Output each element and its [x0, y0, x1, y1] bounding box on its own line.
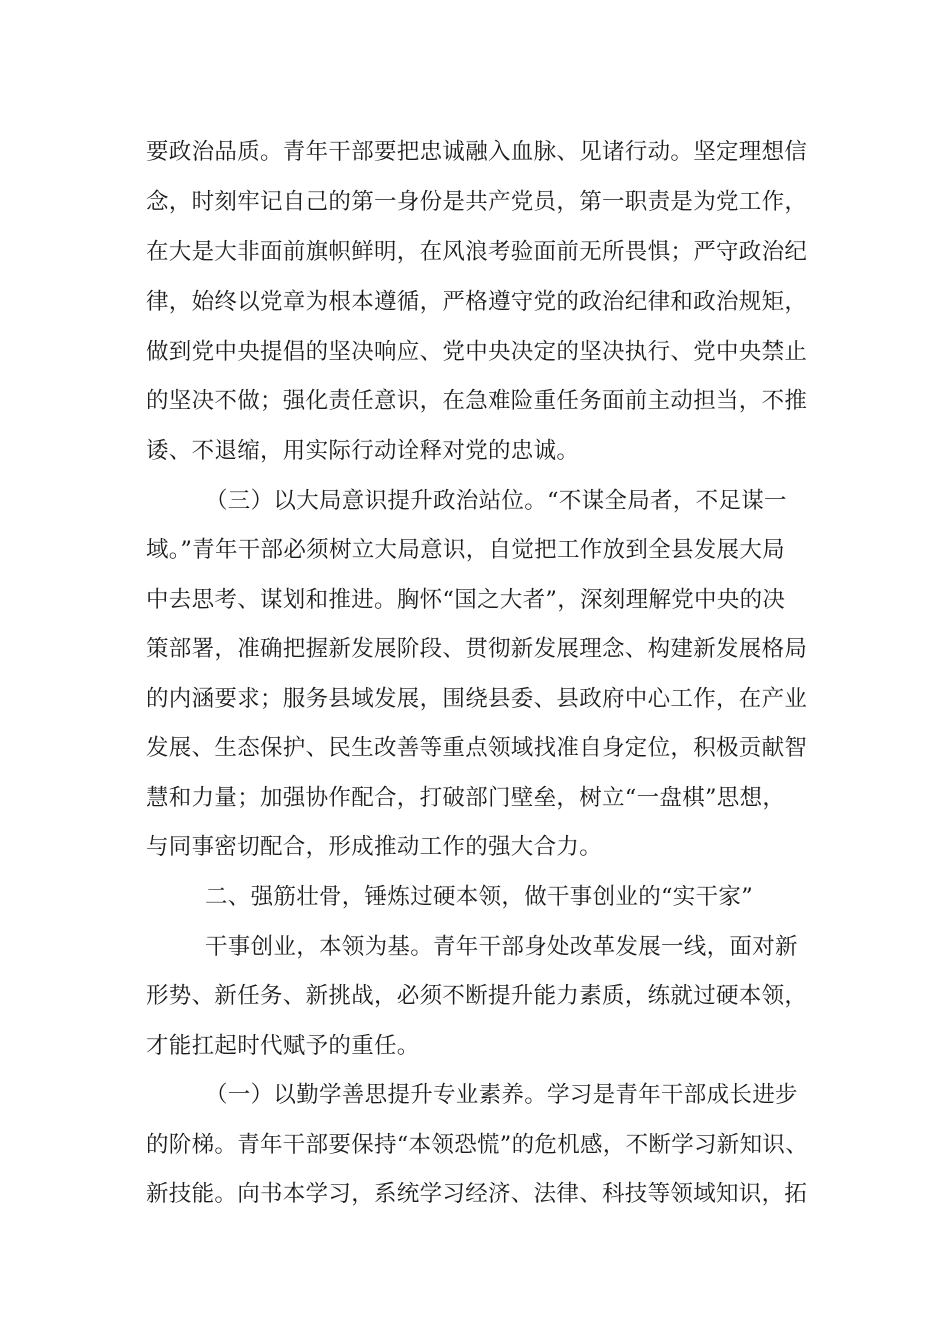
body-text-line: 的坚决不做；强化责任意识，在急难险重任务面前主动担当，不推	[146, 388, 808, 414]
body-text-line: 域。”青年干部必须树立大局意识，自觉把工作放到全县发展大局	[146, 537, 785, 563]
body-text-line: 中去思考、谋划和推进。胸怀“国之大者”，深刻理解党中央的决	[146, 587, 786, 613]
body-text-line: 律，始终以党章为根本遵循，严格遵守党的政治纪律和政治规矩，	[146, 289, 808, 315]
body-text-line: 慧和力量；加强协作配合，打破部门壁垒，树立“一盘棋”思想，	[146, 785, 786, 811]
body-text-line: 干事创业，本领为基。青年干部身处改革发展一线，面对新	[205, 934, 798, 960]
body-text-line: 念，时刻牢记自己的第一身份是共产党员，第一职责是为党工作，	[146, 189, 808, 215]
body-text-line: 与同事密切配合，形成推动工作的强大合力。	[146, 834, 603, 860]
body-text-line: 做到党中央提倡的坚决响应、党中央决定的坚决执行、党中央禁止	[146, 339, 808, 365]
paragraph-heading-3: （三）以大局意识提升政治站位。“不谋全局者，不足谋一	[205, 488, 787, 514]
body-text-line: 诿、不退缩，用实际行动诠释对党的忠诚。	[146, 438, 580, 464]
body-text-line: 在大是大非面前旗帜鲜明，在风浪考验面前无所畏惧；严守政治纪	[146, 239, 808, 265]
body-text-line: 新技能。向书本学习，系统学习经济、法律、科技等领域知识，拓	[146, 1181, 808, 1207]
body-text-line: 发展、生态保护、民生改善等重点领域找准自身定位，积极贡献智	[146, 735, 808, 761]
body-text-line: 的阶梯。青年干部要保持“本领恐慌”的危机感，不断学习新知识、	[146, 1132, 809, 1158]
body-text-line: 形势、新任务、新挑战，必须不断提升能力素质，练就过硬本领，	[146, 983, 808, 1009]
section-heading-2: 二、强筋壮骨，锤炼过硬本领，做干事创业的“实干家”	[205, 884, 754, 910]
body-text-line: 的内涵要求；服务县域发展，围绕县委、县政府中心工作，在产业	[146, 686, 808, 712]
body-text-line: 才能扛起时代赋予的重任。	[146, 1033, 420, 1059]
body-text-line: 策部署，准确把握新发展阶段、贯彻新发展理念、构建新发展格局	[146, 636, 808, 662]
body-text-line: 要政治品质。青年干部要把忠诚融入血脉、见诸行动。坚定理想信	[146, 139, 808, 165]
paragraph-heading-1: （一）以勤学善思提升专业素养。学习是青年干部成长进步	[205, 1082, 798, 1108]
